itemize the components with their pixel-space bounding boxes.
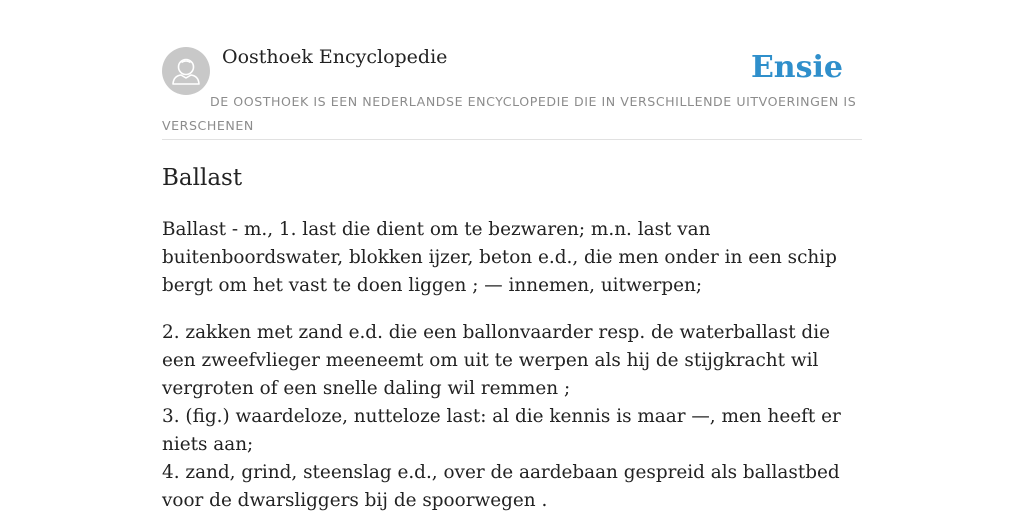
page (162, 0, 862, 512)
site-name[interactable]: Oosthoek Encyclopedie (222, 46, 448, 68)
article-title: Ballast (162, 165, 243, 191)
brand-logo[interactable]: Ensie (750, 50, 843, 85)
user-icon (162, 47, 210, 95)
definition-item: 3. (fig.) waardeloze, nutteloze last: al die kennis is maar —, men heeft er niets aan; (162, 406, 841, 455)
definition-item: 4. zand, grind, steenslag e.d., over de aardebaan gespreid als ballastbed voor de dwarsliggers bij de spoorwegen . (162, 462, 840, 511)
header-divider (162, 139, 862, 140)
author-avatar[interactable] (162, 47, 210, 95)
definition-list (162, 319, 862, 512)
definition-item: 2. zakken met zand e.d. die een ballonvaarder resp. de waterballast die een zweefvlieger meeneemt om uit te werpen als hij de stijgkracht wil vergroten of een snelle daling wil remmen ; (162, 322, 830, 399)
definition-paragraph: Ballast - m., 1. last die dient om te bezwaren; m.n. last van buitenboordswater, blokken ijzer, beton e.d., die men onder in een schip bergt om het vast te doen liggen ; — innemen, uitwerpen; (162, 219, 837, 296)
site-tagline: DE OOSTHOEK IS EEN NEDERLANDSE ENCYCLOPEDIE DIE IN VERSCHILLENDE UITVOERINGEN IS VERSCHENEN (162, 94, 857, 133)
